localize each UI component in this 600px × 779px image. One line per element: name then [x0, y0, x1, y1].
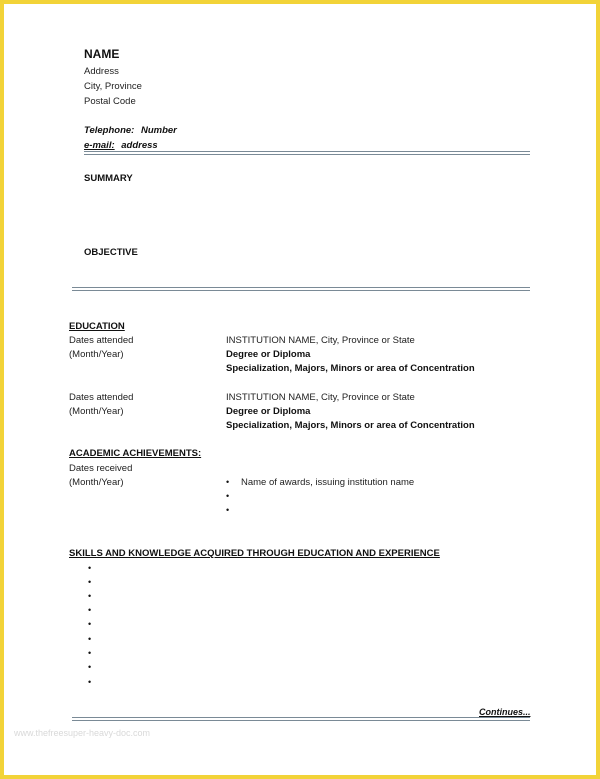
- edu1-dates-label: Dates attended: [69, 335, 134, 346]
- edu1-dates-format: (Month/Year): [69, 349, 124, 360]
- award-bullet-icon: •: [226, 491, 230, 501]
- footer-divider: [72, 717, 530, 721]
- skill-bullet-icon: •: [88, 577, 92, 587]
- telephone-label: Telephone:: [84, 125, 135, 136]
- edu2-institution: INSTITUTION NAME, City, Province or State: [226, 392, 415, 403]
- address-line: Address: [84, 66, 119, 77]
- academic-dates-label: Dates received: [69, 463, 133, 474]
- summary-heading: SUMMARY: [84, 173, 133, 184]
- skill-bullet-icon: •: [88, 648, 92, 658]
- skill-bullet-icon: •: [88, 634, 92, 644]
- skill-bullet-icon: •: [88, 662, 92, 672]
- award-bullet-icon: •: [226, 477, 230, 487]
- education-heading: EDUCATION: [69, 321, 125, 332]
- resume-name: NAME: [84, 47, 120, 61]
- skill-bullet-icon: •: [88, 605, 92, 615]
- postal-code-line: Postal Code: [84, 96, 136, 107]
- email-label: e-mail:: [84, 140, 115, 151]
- objective-heading: OBJECTIVE: [84, 247, 138, 258]
- academic-dates-format: (Month/Year): [69, 477, 124, 488]
- city-province-line: City, Province: [84, 81, 142, 92]
- award-bullet-icon: •: [226, 505, 230, 515]
- edu2-dates-label: Dates attended: [69, 392, 134, 403]
- award-item: Name of awards, issuing institution name: [241, 477, 415, 488]
- watermark: www.thefreesuper-heavy-doc.com: [14, 728, 151, 738]
- skill-bullet-icon: •: [88, 677, 92, 687]
- skill-bullet-icon: •: [88, 591, 92, 601]
- edu1-degree: Degree or Diploma: [226, 349, 311, 360]
- edu2-dates-format: (Month/Year): [69, 406, 124, 417]
- continues-text: Continues...: [479, 707, 531, 717]
- skills-heading: SKILLS AND KNOWLEDGE ACQUIRED THROUGH EDUCATION AND EXPERIENCE: [69, 548, 440, 559]
- email-row: [84, 140, 158, 151]
- telephone-row: [84, 125, 177, 136]
- header-divider: [84, 151, 530, 155]
- skill-bullet-icon: •: [88, 619, 92, 629]
- objective-divider: [72, 287, 530, 291]
- telephone-value: Number: [140, 125, 177, 136]
- resume-page: [4, 4, 596, 775]
- edu2-degree: Degree or Diploma: [226, 406, 311, 417]
- email-value: address: [121, 140, 158, 151]
- edu2-specialization: Specialization, Majors, Minors or area of Concentration: [226, 420, 475, 431]
- edu1-specialization: Specialization, Majors, Minors or area of Concentration: [226, 363, 475, 374]
- edu1-institution: INSTITUTION NAME, City, Province or State: [226, 335, 415, 346]
- skill-bullet-icon: •: [88, 563, 92, 573]
- academic-heading: ACADEMIC ACHIEVEMENTS:: [69, 448, 202, 459]
